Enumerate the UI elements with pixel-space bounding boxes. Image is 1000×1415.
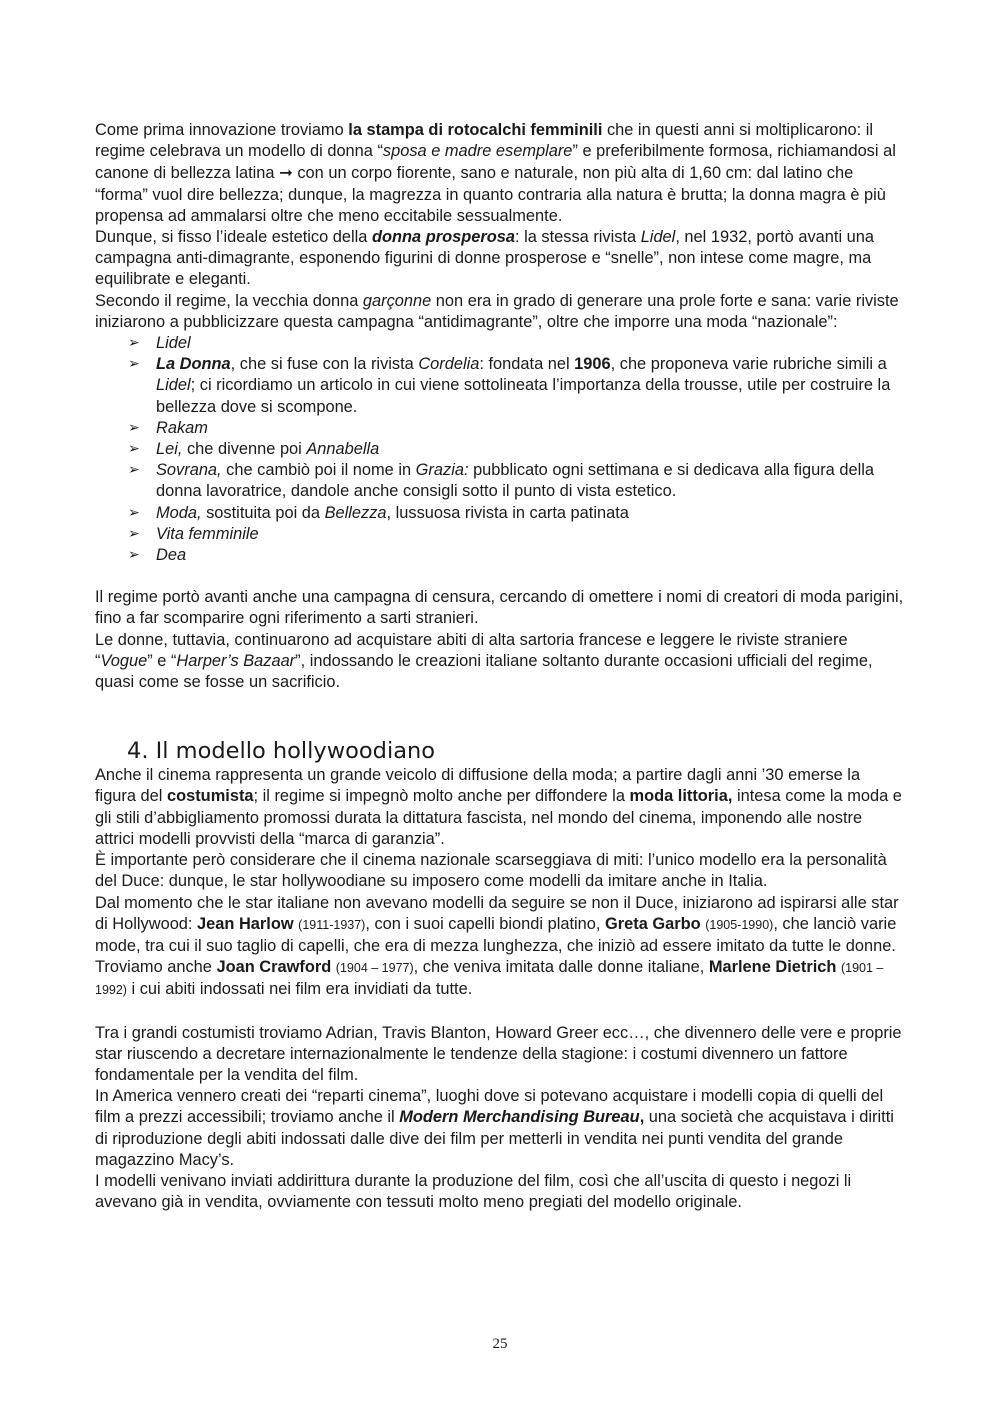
text: che in questi anni si moltiplicarono: il regime celebrava un modello di donna “ <box>95 121 873 161</box>
italic-text: Dea <box>156 546 187 565</box>
text: In America vennero creati dei “reparti cinema”, luoghi dove si potevano acquistare i modelli copia di quelli del film a prezzi accessibili; troviamo anche il <box>95 1087 884 1127</box>
arrow-bullet-icon: ➢ <box>128 462 140 479</box>
bold-text: Jean Harlow <box>197 914 294 933</box>
spacer <box>95 693 905 714</box>
text: Anche il cinema rappresenta un grande veicolo di diffusione della moda; a partire dagli anni ’30 emerse la figura del <box>95 766 861 806</box>
arrow-bullet-icon: ➢ <box>128 547 140 564</box>
italic-text: Bellezza <box>324 503 387 522</box>
text: , nel 1932, portò avanti una campagna anti-dimagrante, esponendo figurini di donne prosperose e “snelle”, non intese come magre, ma equilibrate e eleganti. <box>95 228 874 289</box>
italic-text: Vogue <box>100 651 148 670</box>
text: , lussuosa rivista in carta patinata <box>386 503 629 522</box>
paragraph-reparti-cinema <box>95 1086 905 1171</box>
text: non era in grado di generare una prole forte e sana: varie riviste iniziarono a pubblicizzare questa campagna “antidimagrante”, oltre che imporre una moda “nazionale”: <box>95 291 899 331</box>
italic-text: Harper’s Bazaar <box>176 651 296 670</box>
section-heading: 4. Il modello hollywoodiano <box>127 738 436 765</box>
small-text: (1911-1937) <box>298 917 366 932</box>
arrow-bullet-icon: ➢ <box>128 335 140 352</box>
italic-text: sposa e madre esemplare <box>382 142 573 161</box>
list-item <box>128 439 905 460</box>
paragraph-star-hollywood <box>95 893 905 958</box>
italic-text: garçonne <box>362 291 432 310</box>
bold-italic-text: La Donna <box>156 355 231 374</box>
text: , con i suoi capelli biondi platino, <box>365 914 605 933</box>
bold-text: moda littoria, <box>629 787 733 806</box>
italic-text: Lidel <box>156 376 191 395</box>
list-item <box>128 460 905 502</box>
text: ”, indossando le creazioni italiane soltanto durante occasioni ufficiali del regime, quasi come se fosse un sacrificio. <box>95 651 873 692</box>
arrow-bullet-icon: ➢ <box>128 356 140 373</box>
paragraph-donna-prosperosa <box>95 227 905 291</box>
list-item <box>128 418 905 439</box>
text: con un corpo fiorente, sano e naturale, non più alta di 1,60 cm: dal latino che “forma” vuol dire bellezza; dunque, la magrezza in quanto contraria alla natura è brutta; la donna magra è più propensa ad ammalarsi oltre che meno eccitabile sessualmente. <box>95 164 886 225</box>
text: che cambiò poi il nome in <box>221 461 416 480</box>
spacer <box>95 1002 905 1023</box>
text: Dunque, si fisso l’ideale estetico della <box>95 228 372 247</box>
text: Le donne, tuttavia, continuarono ad acquistare abiti di alta sartoria francese e leggere le riviste straniere “ <box>95 630 848 670</box>
italic-text: Grazia: <box>415 461 469 480</box>
small-text: (1905-1990) <box>705 917 774 932</box>
text: , che si fuse con la rivista <box>230 355 419 374</box>
bold-text: Marlene Dietrich <box>708 958 837 977</box>
paragraph-costumisti: Tra i grandi costumisti troviamo Adrian, Travis Blanton, Howard Greer ecc…, che divennero delle vere e proprie star riuscendo a decretare internazionalmente le tendenze della stagione: i costumi divennero un fattore fondamentale per la vendita del film. <box>95 1023 902 1084</box>
paragraph-rotocalchi <box>95 120 905 227</box>
bold-italic-text: Modern Merchandising Bureau <box>399 1108 640 1127</box>
text: ; ci ricordiamo un articolo in cui viene sottolineata l’importanza della trousse, utile per costruire la bellezza dove si scompone. <box>156 376 891 416</box>
paragraph-riviste-straniere <box>95 630 905 694</box>
arrow-bullet-icon: ➢ <box>128 441 140 458</box>
page-body <box>95 120 905 1213</box>
arrow-bullet-icon: ➢ <box>128 504 140 521</box>
page-number: 25 <box>492 1336 508 1352</box>
italic-text: Vita femminile <box>156 524 259 543</box>
arrow-right-icon: ➞ <box>279 163 293 183</box>
italic-text: Lidel <box>156 334 191 353</box>
list-item <box>128 354 905 418</box>
italic-text: Moda, <box>156 503 202 522</box>
text: intesa come la moda e gli stili d’abbigliamento promossi durata la dittatura fascista, nel mondo del cinema, imponendo alle nostre attrici modelli provvisti della “marca di garanzia”. <box>95 787 902 848</box>
text: Dal momento che le star italiane non avevano modelli da seguire se non il Duce, iniziarono ad ispirarsi alle star di Hollywood: <box>95 893 899 933</box>
bold-text: , <box>639 1108 645 1127</box>
bold-text: 1906 <box>574 355 611 374</box>
small-text: (1904 – 1977) <box>335 961 414 976</box>
text: : la stessa rivista <box>514 228 641 247</box>
bold-text: Joan Crawford <box>216 958 332 977</box>
italic-text: Sovrana, <box>156 461 222 480</box>
spacer <box>95 566 905 587</box>
text: Come prima innovazione troviamo <box>95 121 349 139</box>
paragraph-censura: Il regime portò avanti anche una campagna di censura, cercando di omettere i nomi di creatori di moda parigini, fino a far scomparire ogni riferimento a sarti stranieri. <box>95 588 904 628</box>
bold-text: Greta Garbo <box>605 914 701 933</box>
magazine-list <box>95 333 905 566</box>
text: : fondata nel <box>479 355 575 374</box>
bold-italic-text: donna prosperosa <box>371 228 515 247</box>
text: che divenne poi <box>182 440 307 459</box>
text: ” e preferibilmente formosa, richiamandosi al canone di bellezza latina <box>95 142 896 183</box>
list-item <box>128 545 905 566</box>
text: , che proponeva varie rubriche simili a <box>610 355 887 374</box>
bold-text: la stampa di rotocalchi femminili <box>348 121 603 139</box>
paragraph-garconne <box>95 291 905 333</box>
italic-text: Annabella <box>306 440 380 459</box>
arrow-bullet-icon: ➢ <box>128 419 140 436</box>
list-item <box>128 503 905 524</box>
italic-text: Cordelia <box>418 355 480 374</box>
italic-text: Lidel <box>640 228 676 247</box>
list-item <box>128 524 905 545</box>
text: pubblicato ogni settimana e si dedicava alla figura della donna lavoratrice, dandole anche consigli sotto il punto di vista estetico. <box>156 461 874 501</box>
text: sostituita poi da <box>201 503 325 522</box>
italic-text: Lei, <box>156 440 183 459</box>
text: , che lanciò varie mode, tra cui il suo taglio di capelli, che era di mezza lunghezza, che iniziò ad essere imitato da tutte le donne. <box>95 914 897 955</box>
arrow-bullet-icon: ➢ <box>128 525 140 542</box>
bold-text: costumista <box>166 787 254 806</box>
text: Secondo il regime, la vecchia donna <box>95 291 363 310</box>
paragraph-costumista <box>95 765 905 850</box>
text: , che veniva imitata dalle donne italiane, <box>413 958 709 977</box>
text: ” e “ <box>147 651 177 670</box>
paragraph-crawford-dietrich <box>95 957 905 1001</box>
text: una società che acquistava i diritti di riproduzione degli abiti indossati dalle dive dei film per metterli in vendita nei punti vendita del grande magazzino Macy’s. <box>95 1108 894 1169</box>
italic-text: Rakam <box>156 418 208 437</box>
paragraph-modelli-inviati: I modelli venivano inviati addirittura durante la produzione del film, così che all’uscita di questo i negozi li avevano già in vendita, ovviamente con tessuti molto meno pregiati del modello originale. <box>95 1171 852 1212</box>
small-text: (1901 – 1992) <box>95 961 884 998</box>
text: Troviamo anche <box>95 958 217 977</box>
paragraph-miti: È importante però considerare che il cinema nazionale scarseggiava di miti: l’unico modello era la personalità del Duce: dunque, le star hollywoodiane su imposero come modelli da imitare anche in Italia. <box>95 851 887 891</box>
text: ; il regime si impegnò molto anche per diffondere la <box>253 787 630 806</box>
list-item <box>128 333 905 354</box>
text: i cui abiti indossati nei film era invidiati da tutte. <box>126 980 473 999</box>
